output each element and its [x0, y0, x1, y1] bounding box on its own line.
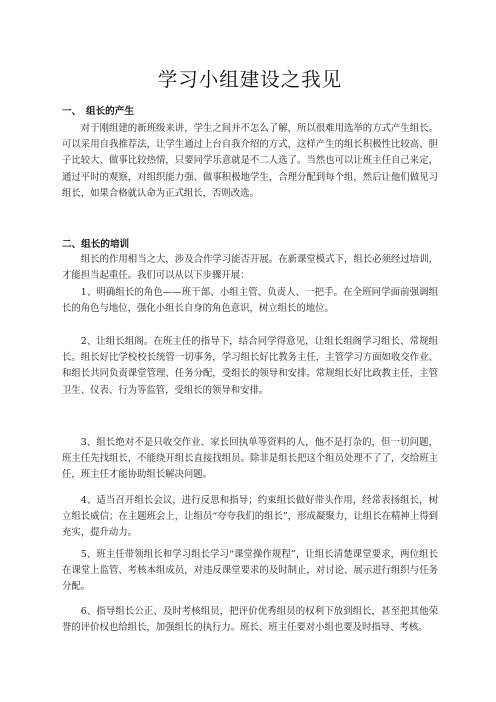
paragraph: 对于刚组建的新班级来讲，学生之间并不怎么了解，所以很难用选举的方式产生组长。可以采用自我推荐法，让学生通过上台自我介绍的方式，这样产生的组长积极性比较高、胆子比较大、做事比较热情，只要同学乐意就是不二人选了。当然也可以让班主任自己来定，通过平时的观察，对组织能力强、做事积极地学生，合理分配到每个组，然后让他们做见习组长，如果合格就认命为正式组长，否则改选。 — [62, 123, 438, 199]
paragraph: 1、明确组长的角色——班干部、小组主管、负责人、一把手。在全班同学面前强调组长的角色与地位，强化小组长自身的角色意识，树立组长的地位。 — [62, 287, 438, 315]
section-heading-1: 一、 组长的产生 — [62, 106, 134, 117]
paragraph: 2、让组长组阁。在班主任的指导下，结合同学得意见，让组长组阁学习组长、常规组长。组长好比学校校长统管一切事务，学习组长好比教务主任，主管学习方面如收交作业、和组长共同负责课堂管理、任务分配，受组长的领导和安排。常规组长好比政教主任，主管卫生、仪表、行为等监管，受组长的领导和安排。 — [62, 336, 438, 396]
paragraph: 4、适当召开组长会议，进行反思和指导；约束组长做好带头作用，经常表扬组长，树立组长威信；在主题班会上，让组员“夸夸我们的组长”，形成凝聚力，让组长在精神上得到充实，提升动力。 — [62, 495, 438, 539]
section-heading-2: 二、组长的培训 — [62, 239, 130, 250]
paragraph: 6、指导组长公正、及时考核组员，把评价优秀组员的权利下放到组长，甚至把其他荣誉的评价权也给组长，加强组长的执行力。班长、班主任要对小组也要及时指导、考核。 — [62, 606, 438, 634]
paragraph: 组长的作用相当之大，涉及合作学习能否开展。在新课堂模式下，组长必须经过培训，才能担当起重任。我们可以从以下步骤开展： — [62, 254, 438, 282]
paragraph: 5、班主任带领组长和学习组长学习“课堂操作规程”，让组长清楚课堂要求，两位组长在课堂上监管、考核本组成员，对违反课堂要求的及时制止，对讨论、展示进行组织与任务分配。 — [62, 549, 438, 593]
document-title: 学习小组建设之我见 — [157, 68, 343, 91]
paragraph: 3、组长绝对不是只收交作业、家长回执单等资料的人，他不是打杂的，但一切问题，班主任先找组长，不能绕开组长直接找组员。除非是组长把这个组员处理不了了，交给班主任，班主任才能协助组长解决问题。 — [62, 437, 438, 481]
